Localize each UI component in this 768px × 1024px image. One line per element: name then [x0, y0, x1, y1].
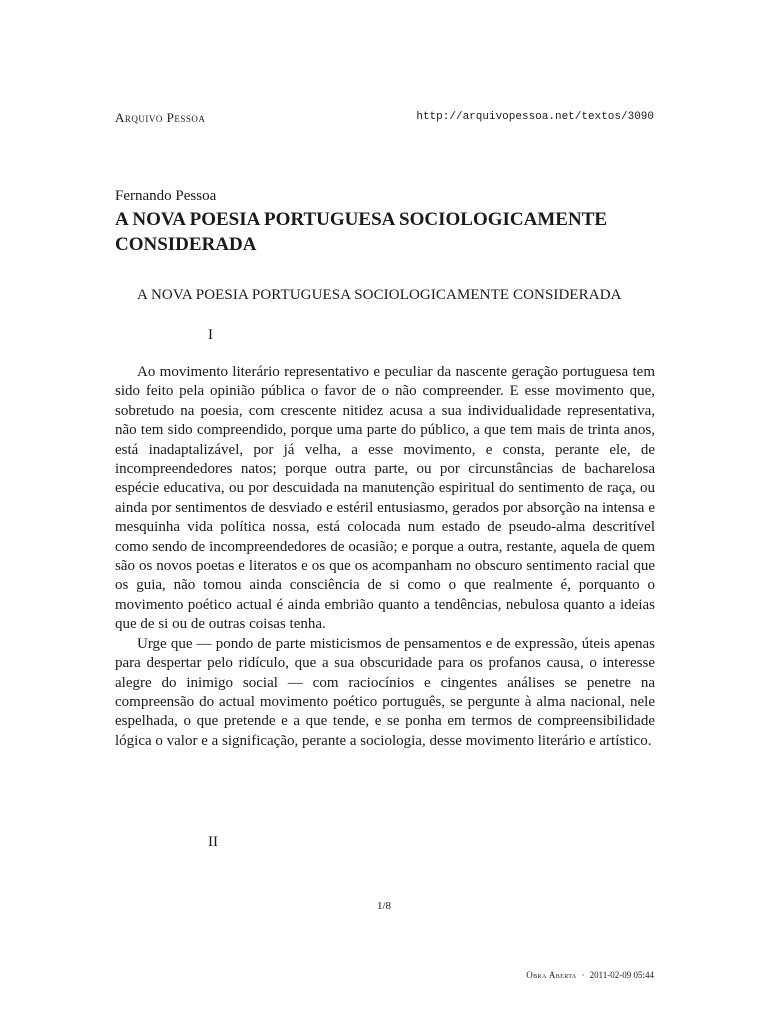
footer-timestamp: 2011-02-09 05:44 — [589, 970, 654, 980]
footer — [526, 970, 654, 980]
author-name: Fernando Pessoa — [115, 188, 217, 204]
section-heading-2: II — [208, 834, 218, 850]
paragraph: Ao movimento literário representativo e peculiar da nascente geração portuguesa tem sido feito pela opinião pública o favor de o não compreender. E esse movimento que, sobretudo na poesia, com crescente nitidez acusa a sua individualidade representativa, não tem sido compreendido, porque uma parte do público, a que tem mais de trinta anos, está inadaptalizável, por já velha, a esse movimento, e consta, perante ele, de incompreendedores natos; porque outra parte, ou por circunstâncias de bacharelosa espécie educativa, ou por descuidada na manutenção espiritual do sentimento de raça, ou ainda por sentimentos de desviado e estéril entusiasmo, gerados por absorção na intensa e mesquinha vida política nossa, está colocada num estado de pseudo-alma descritível como sendo de incompreendedores de ocasião; e porque a outra, restante, aquela de quem são os novos poetas e literatos e os que os acompanham no obscuro sentimento racial que os guia, não tomou ainda consciência de si como o que realmente é, porquanto o movimento poético actual é ainda embrião quanto a tendências, nebulosa quanto a ideias que de si ou de outras coisas tenha. — [115, 364, 655, 633]
section-heading-1: I — [208, 327, 213, 343]
body-text — [115, 363, 655, 751]
paragraph: Urge que — pondo de parte misticismos de pensamentos e de expressão, úteis apenas para despertar pelo ridículo, que a sua obscuridade para os profanos causa, o interesse alegre do inimigo social — com raciocínios e cingentes análises se penetre na compreensão do actual movimento poético português, se pergunte à alma nacional, nele espelhada, o que pretende e a que tende, e se ponha em termos de compreensibilidade lógica o valor e a significação, perante a sociologia, desse movimento literário e artístico. — [115, 635, 655, 749]
source-url[interactable]: http://arquivopessoa.net/textos/3090 — [416, 111, 654, 123]
page-number: 1/8 — [376, 900, 392, 912]
document-subtitle: A NOVA POESIA PORTUGUESA SOCIOLOGICAMENTE CONSIDERADA — [137, 287, 622, 303]
document-title: A NOVA POESIA PORTUGUESA SOCIOLOGICAMENTE CONSIDERADA — [115, 209, 608, 255]
footer-brand: Obra Aberta — [526, 970, 577, 980]
site-name: Arquivo Pessoa — [115, 110, 206, 125]
footer-separator: · — [581, 970, 585, 980]
